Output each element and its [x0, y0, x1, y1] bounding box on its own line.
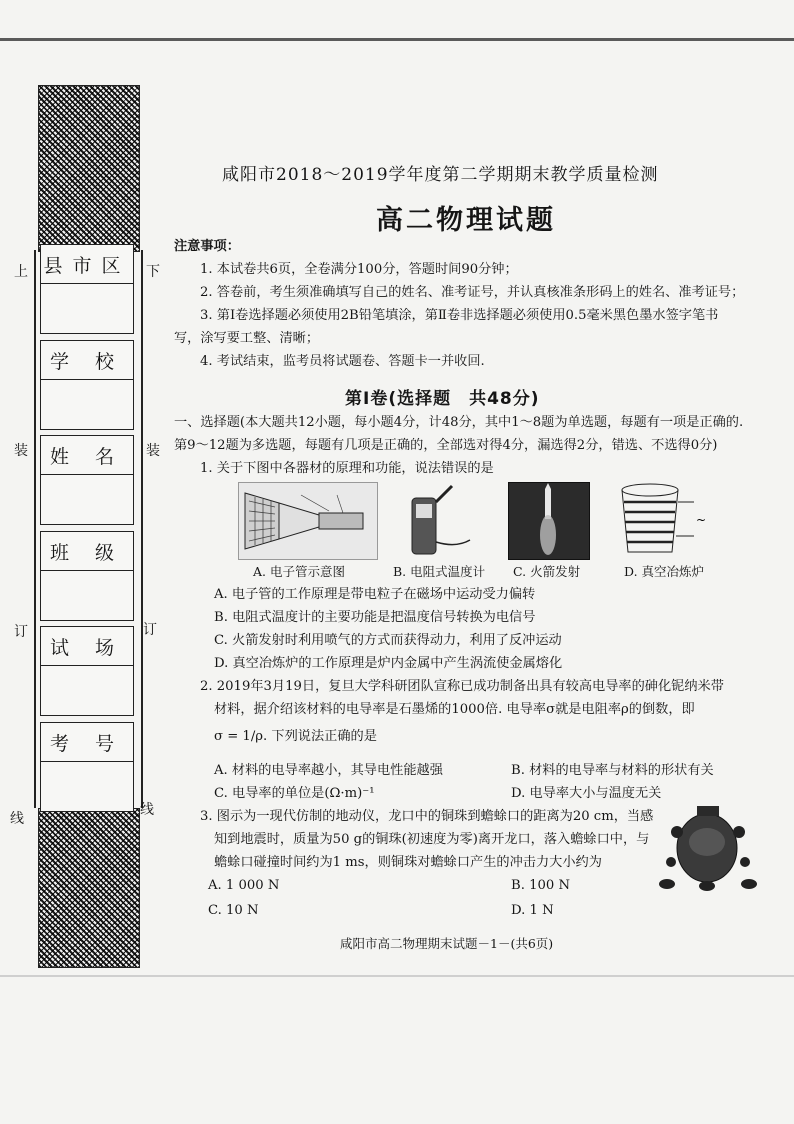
figure-caption: B. 电阻式温度计: [393, 564, 486, 579]
field-school: [40, 340, 134, 430]
question-stem: 知到地震时，质量为50 g的铜珠(初速度为零)离开龙口，落入蟾蜍口中，与: [214, 832, 650, 847]
side-char-right: 下: [146, 264, 160, 280]
bottom-edge: [0, 975, 794, 977]
side-char-right: 线: [140, 802, 154, 818]
question-stem: 蟾蜍口碰撞时间约为1 ms，则铜珠对蟾蜍口产生的冲击力大小约为: [214, 855, 602, 870]
side-char-right: 装: [146, 443, 160, 459]
option: A. 电子管的工作原理是带电粒子在磁场中运动受力偏转: [214, 587, 536, 602]
option: A. 材料的电导率越小，其导电性能越强: [214, 763, 443, 778]
option: C. 10 N: [208, 903, 259, 918]
note-item: 2. 答卷前，考生须准确填写自己的姓名、准考证号，并认真核准条形码上的姓名、准考证号；: [200, 285, 745, 300]
note-item: 1. 本试卷共6页，全卷满分100分，答题时间90分钟；: [200, 262, 518, 277]
paper-title: 高二物理试题: [376, 205, 556, 236]
binding-line-right: [141, 250, 143, 808]
field-box[interactable]: [41, 762, 133, 810]
side-char-left: 订: [14, 624, 28, 640]
electron-tube-figure: [238, 482, 378, 560]
note-item: 3. 第Ⅰ卷选择题必须使用2B铅笔填涂，第Ⅱ卷非选择题必须使用0.5毫米黑色墨水签字笔书: [200, 308, 719, 323]
thermometer-icon: [400, 482, 476, 558]
option: C. 火箭发射时利用喷气的方式而获得动力，利用了反冲运动: [214, 633, 562, 648]
question-stem: 材料，据介绍该材料的电导率是石墨烯的1000倍. 电导率σ就是电阻率ρ的倒数，即: [214, 702, 695, 717]
side-char-right: 订: [143, 622, 157, 638]
option: B. 材料的电导率与材料的形状有关: [511, 763, 714, 778]
notes-heading: 注意事项：: [174, 239, 240, 254]
field-box[interactable]: [41, 571, 133, 619]
section-intro: 一、选择题(本大题共12小题，每小题4分，计48分，其中1～8题为单选题，每题有一项是正确的.: [174, 415, 744, 430]
field-label: 班 级: [41, 532, 133, 571]
section-intro: 第9～12题为多选题，每题有几项是正确的，全部选对得4分，漏选得2分，错选、不选得0分): [174, 438, 718, 453]
option: D. 电导率大小与温度无关: [511, 786, 662, 801]
field-box[interactable]: [41, 380, 133, 428]
resistance-thermometer-figure: [400, 482, 476, 558]
side-char-left: 上: [14, 264, 28, 280]
side-char-left: 装: [14, 443, 28, 459]
rocket-icon: [509, 483, 589, 559]
figure-caption: C. 火箭发射: [513, 564, 581, 579]
exam-title: 咸阳市2018～2019学年度第二学期期末教学质量检测: [222, 165, 659, 185]
figure-caption: A. 电子管示意图: [253, 564, 345, 579]
option: B. 100 N: [511, 878, 570, 893]
page-footer: 咸阳市高二物理期末试题－1－(共6页): [340, 936, 554, 951]
section-heading: 第Ⅰ卷(选择题 共48分): [345, 389, 540, 409]
field-class: [40, 531, 134, 621]
formula: σ = 1/ρ. 下列说法正确的是: [214, 729, 377, 744]
field-box[interactable]: [41, 284, 133, 332]
top-edge-line: [0, 38, 794, 41]
field-exam-room: [40, 626, 134, 716]
field-county: [40, 244, 134, 334]
hatch-pattern-bottom: [38, 808, 140, 968]
electron-tube-icon: [239, 483, 377, 559]
seismograph-icon: [657, 802, 767, 892]
furnace-icon: [616, 482, 716, 558]
side-char-left: 线: [10, 811, 24, 827]
option: D. 真空冶炼炉的工作原理是炉内金属中产生涡流使金属熔化: [214, 656, 563, 671]
question-stem: 2. 2019年3月19日，复旦大学科研团队宣称已成功制备出具有较高电导率的砷化铌纳米带: [200, 679, 724, 694]
question-stem: 3. 图示为一现代仿制的地动仪，龙口中的铜珠到蟾蜍口的距离为20 cm，当感: [200, 809, 654, 824]
field-label: 姓 名: [41, 436, 133, 475]
field-label: 试 场: [41, 627, 133, 666]
note-item: 4. 考试结束，监考员将试题卷、答题卡一并收回.: [200, 354, 485, 369]
field-label: 县市区: [41, 245, 133, 284]
binding-line-left: [34, 250, 36, 808]
vacuum-furnace-figure: [616, 482, 716, 558]
question-stem: 1. 关于下图中各器材的原理和功能，说法错误的是: [200, 461, 494, 476]
option: A. 1 000 N: [208, 878, 280, 893]
field-name: [40, 435, 134, 525]
field-box[interactable]: [41, 666, 133, 714]
hatch-pattern-top: [38, 85, 140, 252]
figure-caption: D. 真空冶炼炉: [624, 564, 705, 579]
field-box[interactable]: [41, 475, 133, 523]
rocket-launch-figure: [508, 482, 590, 560]
field-label: 考 号: [41, 723, 133, 762]
note-item: 写，涂写要工整、清晰；: [174, 331, 320, 346]
option: D. 1 N: [511, 903, 554, 918]
field-label: 学 校: [41, 341, 133, 380]
option: B. 电阻式温度计的主要功能是把温度信号转换为电信号: [214, 610, 536, 625]
field-exam-number: [40, 722, 134, 812]
option: C. 电导率的单位是(Ω·m)⁻¹: [214, 786, 375, 801]
svg-text:~: ~: [696, 513, 707, 527]
